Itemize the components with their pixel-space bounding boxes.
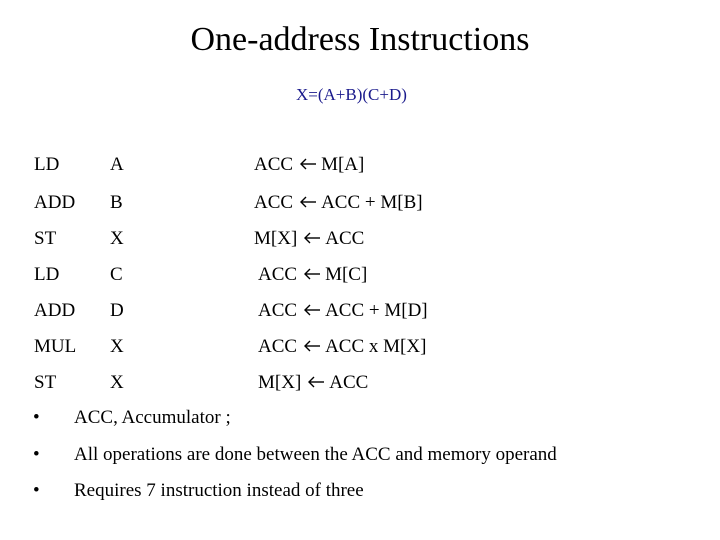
left-arrow-icon [303, 339, 321, 353]
opcode: ADD [34, 300, 76, 321]
bullet-text: ACC, Accumulator ; [74, 407, 231, 428]
instruction-row [0, 225, 720, 253]
operand: X [110, 228, 124, 249]
instruction-row [0, 369, 720, 397]
bullet-icon: • [33, 480, 40, 501]
action [258, 297, 428, 325]
operand: X [110, 372, 124, 393]
opcode: ST [34, 372, 57, 393]
bullet-item [0, 404, 720, 432]
opcode: LD [34, 154, 60, 175]
bullet-item [0, 477, 720, 505]
action-destination: M[X] [254, 228, 298, 249]
left-arrow-icon [303, 231, 321, 245]
opcode: ADD [34, 192, 76, 213]
action-destination: ACC [258, 300, 298, 321]
operand: C [110, 264, 123, 285]
bullet-icon: • [33, 444, 40, 465]
operand: A [110, 154, 124, 175]
action-source: ACC + M[B] [321, 192, 423, 213]
instruction-row [0, 333, 720, 361]
action-source: ACC [325, 228, 365, 249]
action [254, 189, 423, 217]
expression-formula: X=(A+B)(C+D) [296, 85, 407, 104]
left-arrow-icon [303, 267, 321, 281]
action-source: M[A] [321, 154, 365, 175]
action-destination: ACC [254, 154, 294, 175]
operand: B [110, 192, 123, 213]
bullet-item [0, 441, 720, 469]
instruction-row [0, 151, 720, 179]
action-source: ACC + M[D] [325, 300, 428, 321]
instruction-row [0, 261, 720, 289]
operand: X [110, 336, 124, 357]
instruction-row [0, 189, 720, 217]
left-arrow-icon [299, 157, 317, 171]
action-destination: ACC [254, 192, 294, 213]
action-destination: ACC [258, 264, 298, 285]
instruction-row [0, 297, 720, 325]
action-destination: ACC [258, 336, 298, 357]
action-source: ACC [329, 372, 369, 393]
opcode: LD [34, 264, 60, 285]
opcode: MUL [34, 336, 77, 357]
action [258, 369, 368, 397]
left-arrow-icon [307, 375, 325, 389]
action [254, 225, 364, 253]
opcode: ST [34, 228, 57, 249]
action-destination: M[X] [258, 372, 302, 393]
slide-title: One-address Instructions [190, 21, 530, 58]
bullet-icon: • [33, 407, 40, 428]
action [258, 333, 426, 361]
action [254, 151, 364, 179]
bullet-text: Requires 7 instruction instead of three [74, 480, 364, 501]
action [258, 261, 367, 289]
bullet-text: All operations are done between the ACC and memory operand [74, 444, 557, 465]
left-arrow-icon [303, 303, 321, 317]
operand: D [110, 300, 124, 321]
left-arrow-icon [299, 195, 317, 209]
action-source: M[C] [325, 264, 368, 285]
action-source: ACC x M[X] [325, 336, 427, 357]
